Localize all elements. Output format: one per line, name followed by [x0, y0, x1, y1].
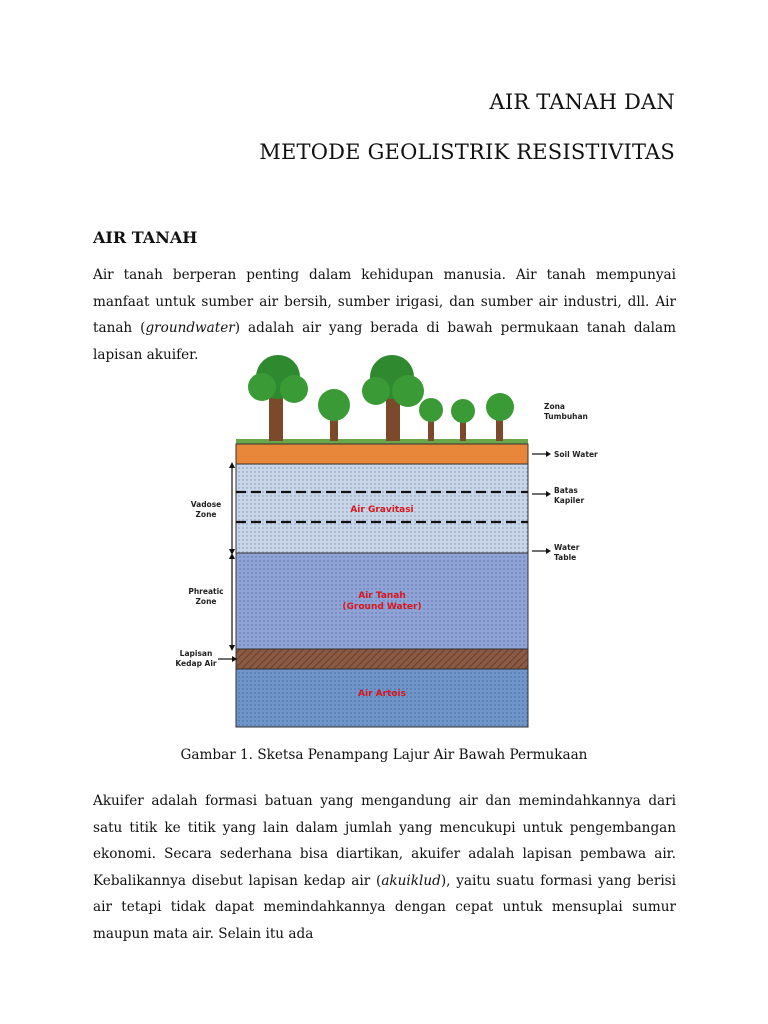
label-soil-water: Soil Water — [554, 450, 598, 459]
label-water-table-2: Table — [554, 553, 577, 562]
label-lapisan-1: Lapisan — [179, 649, 213, 658]
label-air-artois: Air Artois — [358, 689, 406, 699]
label-zona-tumbuhan-2: Tumbuhan — [544, 412, 588, 421]
label-lapisan-2: Kedap Air — [175, 659, 217, 668]
label-ground-water: (Ground Water) — [342, 602, 422, 612]
trees-illustration — [236, 355, 528, 445]
label-phreatic-2: Zone — [195, 597, 217, 606]
label-phreatic-1: Phreatic — [188, 587, 224, 596]
label-vadose-1: Vadose — [190, 500, 222, 509]
section-heading: AIR TANAH — [93, 228, 198, 247]
figure-caption: Gambar 1. Sketsa Penampang Lajur Air Bawah Permukaan — [180, 747, 588, 763]
paragraph-2-text-b: ), yaitu suatu formasi yang berisi air tetapi tidak dapat memindahkannya dengan cepat untuk mensuplai sumur maupun mata air. Selain itu ada — [93, 872, 676, 942]
document-title-line-1: AIR TANAH DAN — [489, 90, 675, 114]
label-water-table-1: Water — [554, 543, 580, 552]
label-zona-tumbuhan-1: Zona — [544, 402, 565, 411]
clay-layer — [236, 649, 528, 669]
label-vadose-2: Zone — [195, 510, 217, 519]
paragraph-1-text-b: ) adalah air yang berada di bawah permukaan tanah dalam lapisan akuifer. — [93, 320, 676, 363]
paragraph-1-text-a: Air tanah berperan penting dalam kehidupan manusia. Air tanah mempunyai manfaat untuk sumber air bersih, sumber irigasi, dan sumber air industri, dll. Air tanah ( — [93, 267, 676, 336]
paragraph-2-text-a: Akuifer adalah formasi batuan yang mengandung air dan memindahkannya dari satu titik ke titik yang lain dalam jumlah yang mencukupi untuk pengembangan ekonomi. Secara sederhana bisa diartikan, akuifer adalah lapisan pembawa air. Kebalikannya disebut lapisan kedap air ( — [93, 793, 676, 889]
label-air-gravitasi: Air Gravitasi — [350, 505, 414, 515]
groundwater-cross-section-figure — [166, 355, 600, 733]
paragraph-1 — [93, 262, 676, 368]
label-air-tanah: Air Tanah — [358, 591, 406, 601]
paragraph-1-italic: groundwater — [145, 320, 235, 336]
paragraph-2-italic: akuiklud — [381, 872, 441, 889]
soil-layer — [236, 444, 528, 464]
paragraph-2 — [93, 788, 676, 947]
groundwater-layer — [236, 553, 528, 649]
label-batas-kapiler-1: Batas — [554, 486, 578, 495]
document-title-line-2: METODE GEOLISTRIK RESISTIVITAS — [259, 140, 675, 164]
label-batas-kapiler-2: Kapiler — [554, 496, 585, 505]
